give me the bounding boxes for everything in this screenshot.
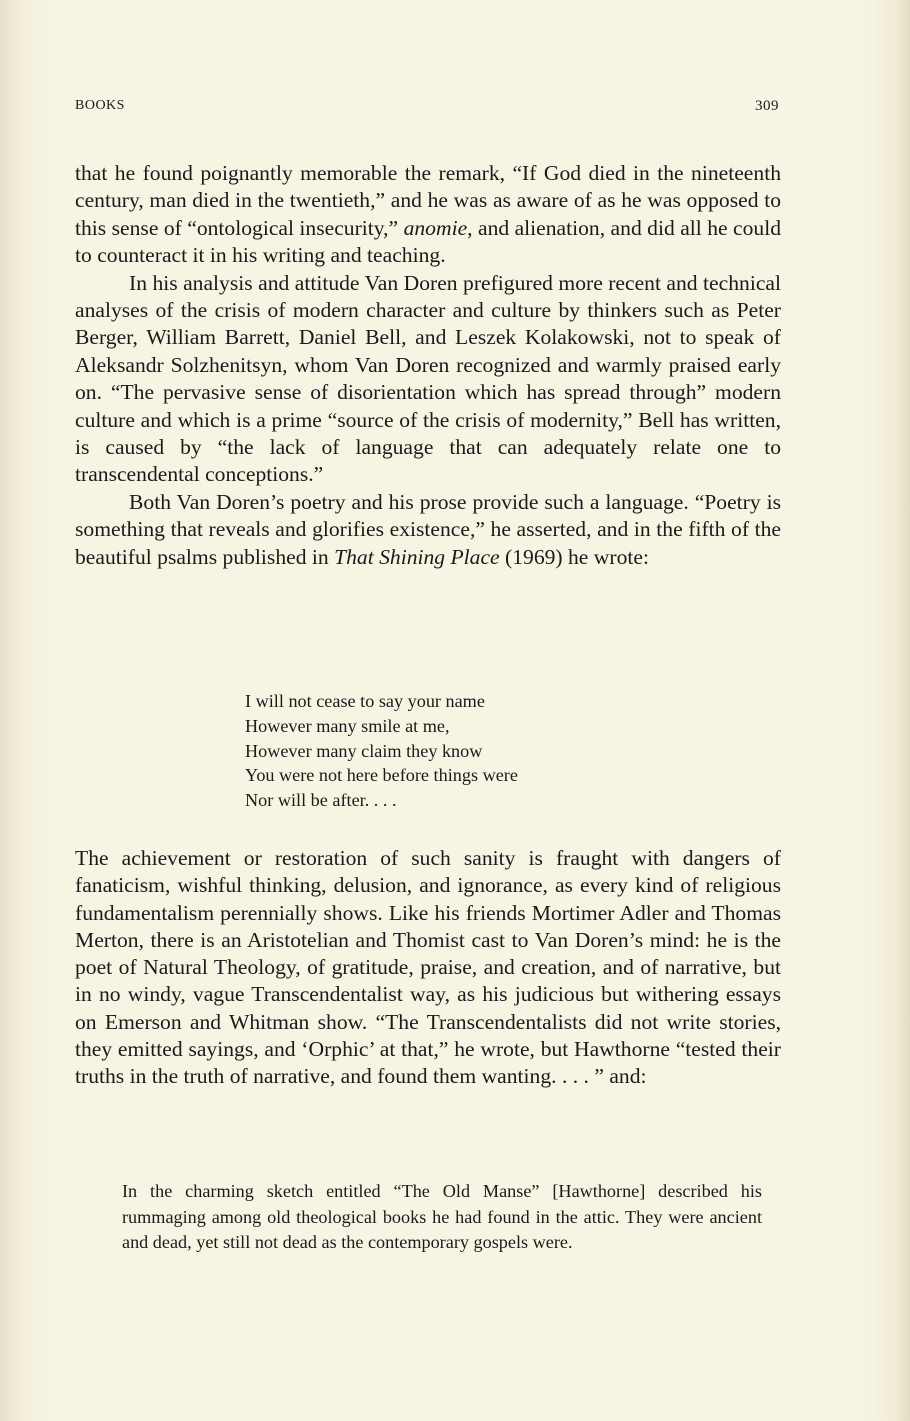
paragraph-1-text-a: that he found poignantly memorable the remark, “If God died in the nineteenth century, man died in the twentieth,” and he was as aware of as he was opposed to this sense of “ontological insecurity,” [75, 161, 781, 240]
body-text-upper [75, 160, 781, 571]
paragraph-3-text-a: Both Van Doren’s poetry and his prose provide such a language. “Poetry is something that reveals and glorifies existence,” he asserted, and in the fifth of the beautiful psalms published in [75, 489, 781, 569]
poem-line: You were not here before things were [245, 765, 518, 786]
block-quote [122, 1179, 762, 1256]
page-number: 309 [755, 98, 779, 114]
paragraph-2: In his analysis and attitude Van Doren prefigured more recent and technical analyses of the crisis of modern character and culture by thinkers such as Peter Berger, William Barrett, Daniel Bell, and Leszek Kolakowski, not to speak of Aleksandr Solzhenitsyn, whom Van Doren recognized and warmly praised early on. “The pervasive sense of disorientation which has spread through” modern culture and which is a prime “source of the crisis of modernity,” Bell has written, is caused by “the lack of language that can adequately relate one to transcendental conceptions.” [75, 270, 781, 487]
paragraph-3-text-c: (1969) he wrote: [499, 544, 649, 569]
block-quote-text: In the charming sketch entitled “The Old Manse” [Hawthorne] described his rummaging among old theological books he had found in the attic. They were ancient and dead, yet still not dead as the contemporary gospels were. [122, 1181, 762, 1253]
section-title: BOOKS [75, 98, 125, 113]
poem-quote [245, 689, 518, 813]
paragraph-1-italic: anomie [403, 215, 468, 240]
poem-line: Nor will be after. . . . [245, 790, 397, 811]
poem-line: However many smile at me, [245, 715, 450, 736]
paragraph-4: The achievement or restoration of such sanity is fraught with dangers of fanaticism, wishful thinking, delusion, and ignorance, as every kind of religious fundamentalism perennially shows. Like his friends Mortimer Adler and Thomas Merton, there is an Aristotelian and Thomist cast to Van Doren’s mind: he is the poet of Natural Theology, of gratitude, praise, and creation, and of narrative, but in no windy, vague Transcendentalist way, as his judicious but withering essays on Emerson and Whitman show. “The Transcendentalists did not write stories, they emitted sayings, and ‘Orphic’ at that,” he wrote, but Hawthorne “tested their truths in the truth of narrative, and found them wanting. . . . ” and: [75, 846, 781, 1089]
poem-line: However many claim they know [245, 740, 483, 761]
paragraph-1 [75, 160, 781, 270]
running-head [75, 98, 783, 120]
poem-line: I will not cease to say your name [245, 691, 485, 711]
paragraph-3 [75, 489, 781, 571]
paragraph-3-italic: That Shining Place [334, 544, 500, 569]
body-text-lower [75, 845, 781, 1091]
paragraph-1-text-c: , and alienation, and did all he could to counteract it in his writing and teaching. [75, 215, 781, 268]
